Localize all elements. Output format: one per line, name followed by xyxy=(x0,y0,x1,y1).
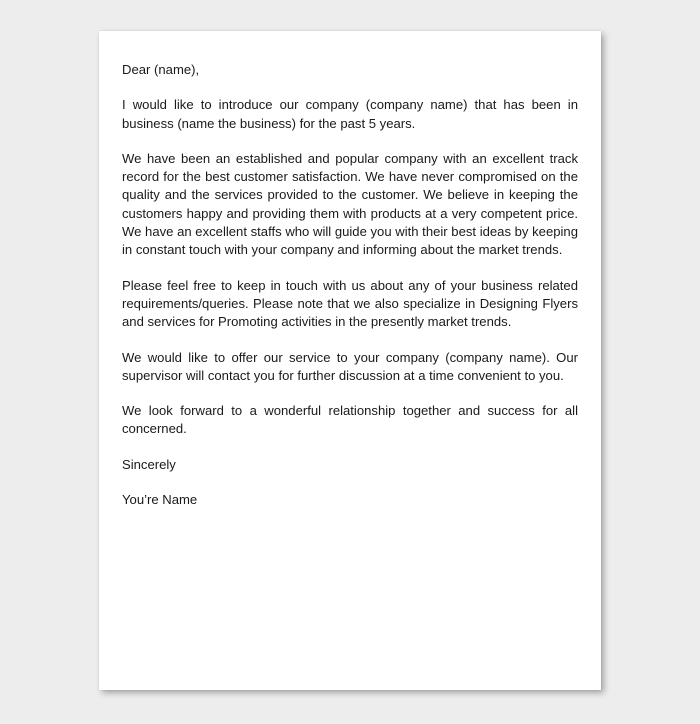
letter-body xyxy=(122,61,578,509)
introduction-paragraph: I would like to introduce our company (company name) that has been in business (name the business) for the past 5 years. xyxy=(122,97,578,131)
signature-name-placeholder: You’re Name xyxy=(122,492,198,508)
services-paragraph: Please feel free to keep in touch with us about any of your business related requirements/queries. Please note that we also specialize in Designing Flyers and services for Promoting activities in the presently market trends. xyxy=(122,277,578,330)
salutation: Dear (name), xyxy=(122,62,200,77)
offer-paragraph: We would like to offer our service to your company (company name). Our supervisor will contact you for further discussion at a time convenient to you. xyxy=(122,349,578,383)
letter-page xyxy=(99,31,601,690)
closing-salutation: Sincerely xyxy=(122,456,176,472)
closing-remarks-paragraph: We look forward to a wonderful relationship together and success for all concerned. xyxy=(122,403,578,437)
company-background-paragraph: We have been an established and popular company with an excellent track record for the best customer satisfaction. We have never compromised on the quality and the services provided to the customer. We believe in keeping the customers happy and providing them with products at a very competent price. We have an excellent staffs who will guide you with their best ideas by keeping in constant touch with your company and informing about the market trends. xyxy=(122,150,578,258)
